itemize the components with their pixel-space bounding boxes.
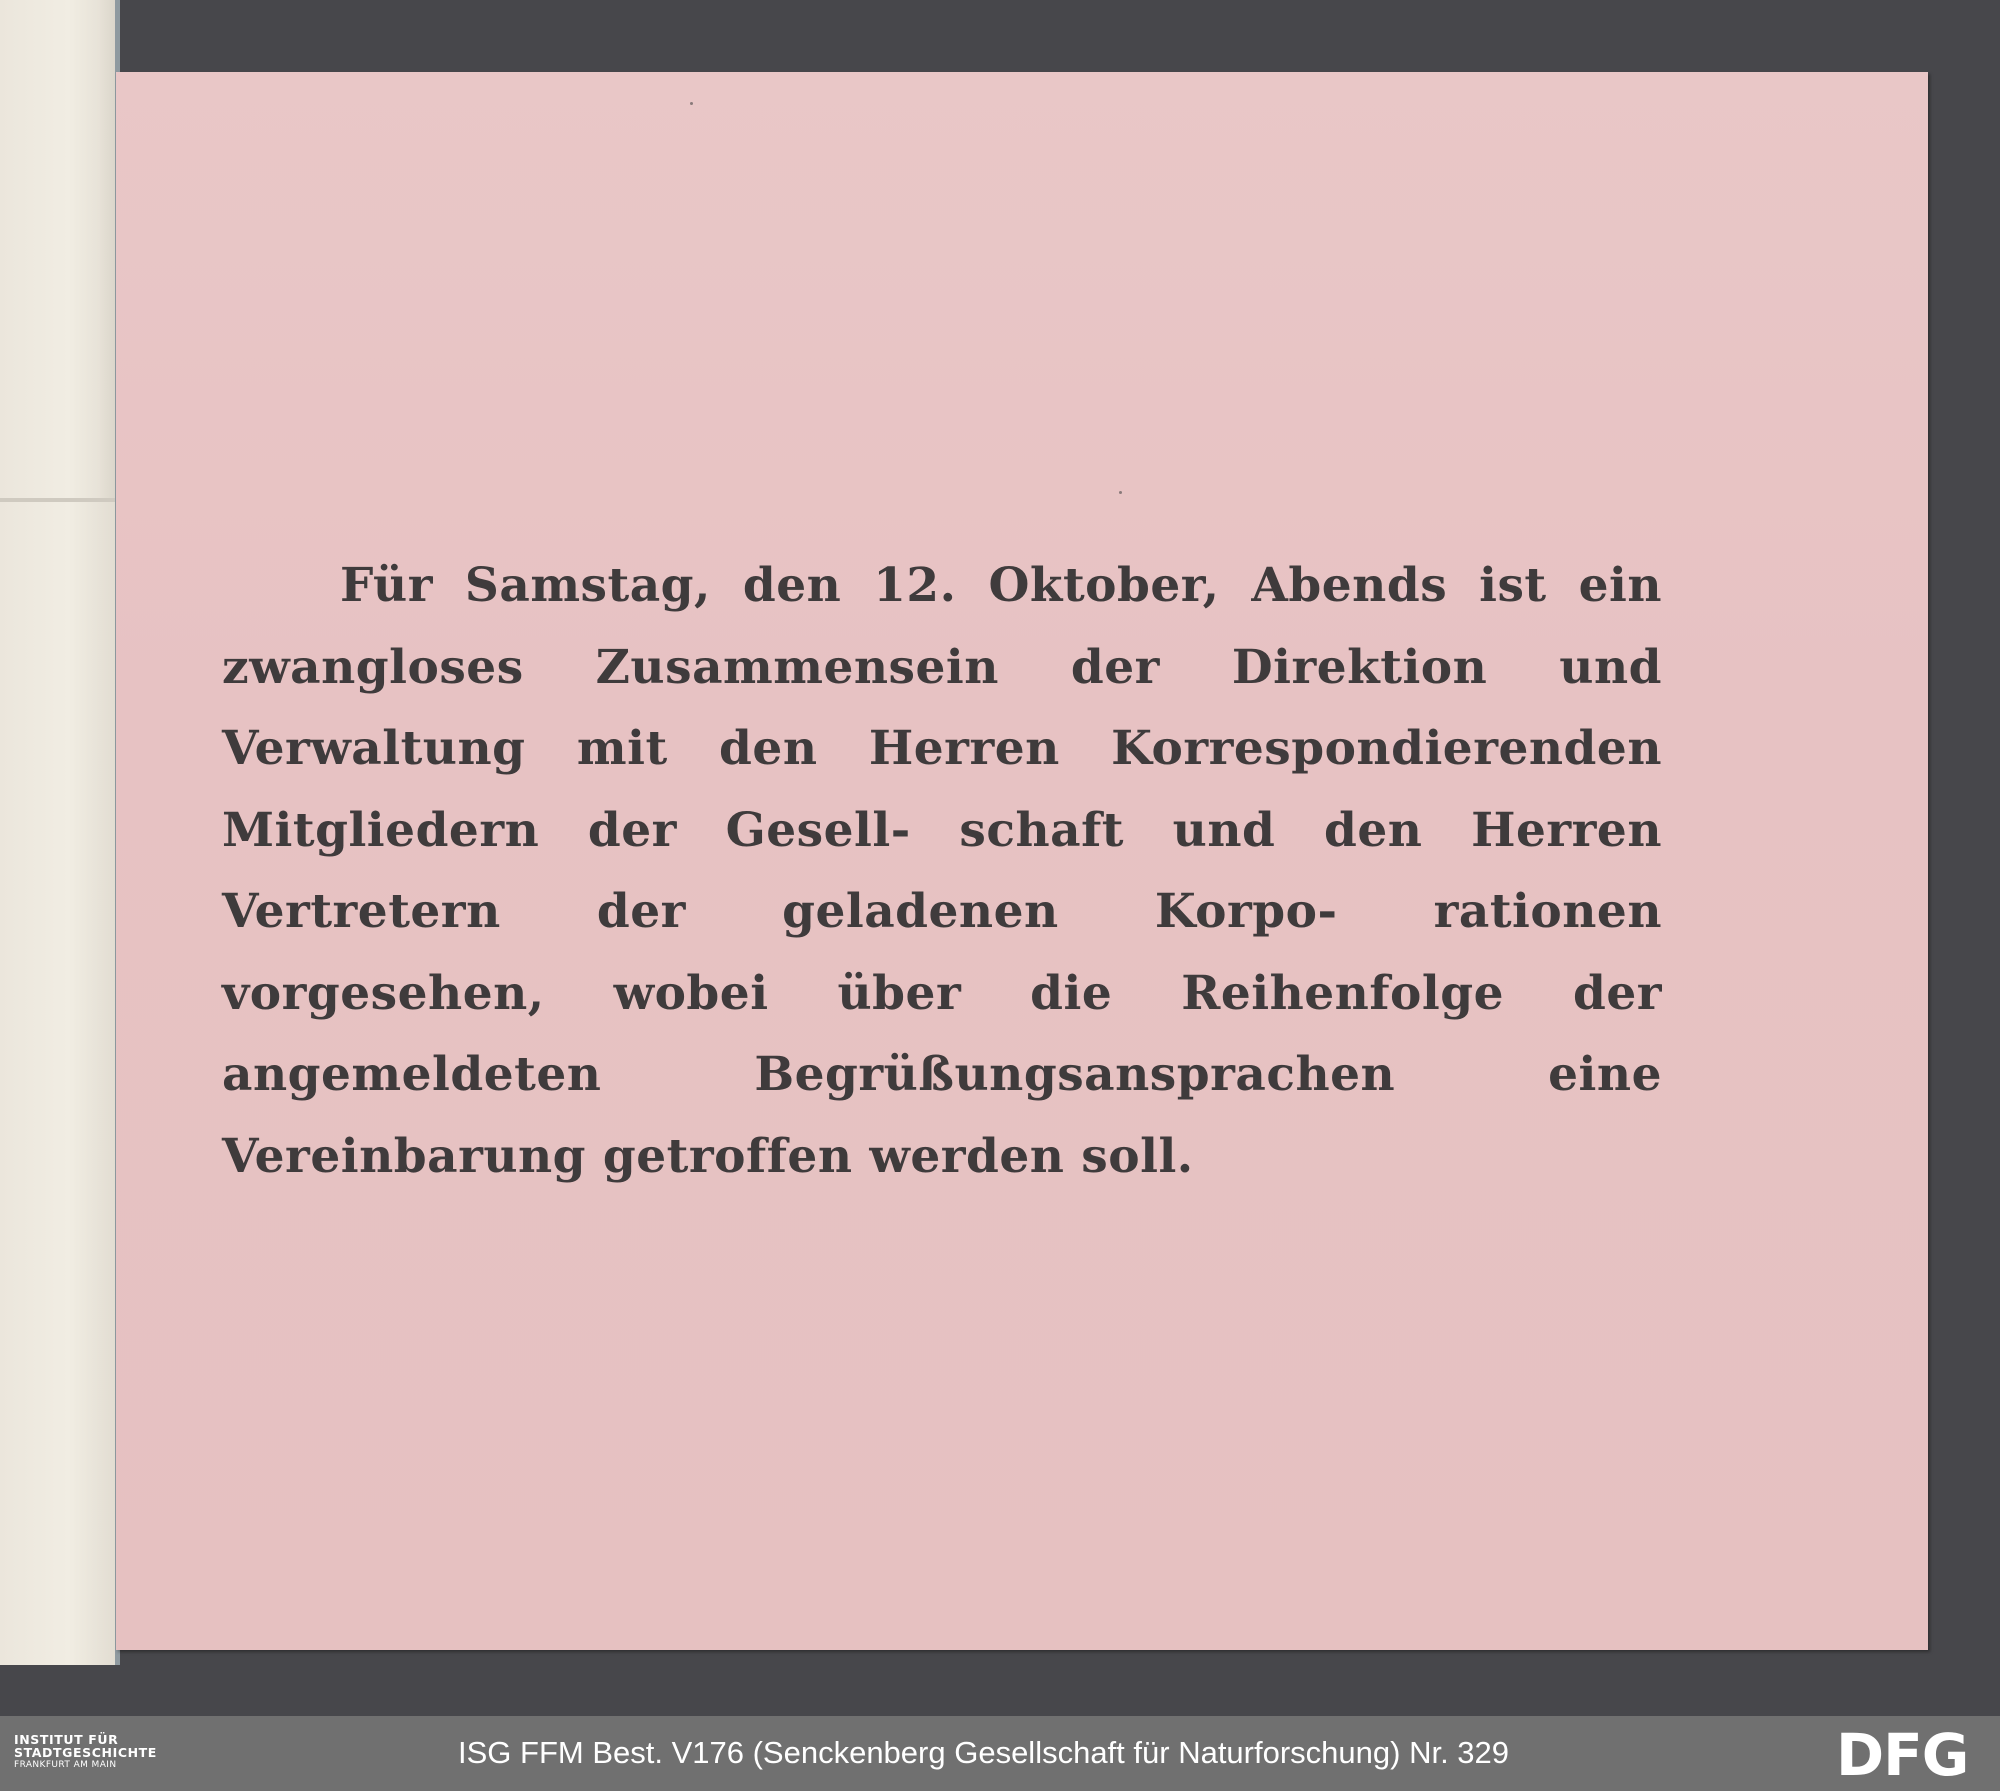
paper-speck — [1119, 491, 1122, 494]
archive-caption: ISG FFM Best. V176 (Senckenberg Gesellschaft für Naturforschung) Nr. 329 — [458, 1735, 1510, 1770]
underlying-page — [0, 0, 115, 1665]
dfg-logo: DFG — [1836, 1721, 1969, 1789]
institute-line-2: STADTGESCHICHTE — [14, 1745, 157, 1760]
institute-line-1: INSTITUT FÜR — [14, 1732, 119, 1747]
card-paragraph: Für Samstag, den 12. Oktober, Abends ist ein zwangloses Zusammensein der Direktion und Verwaltung mit den Herren Korrespondierenden Mitgliedern der Gesell- schaft und den Herren Vertretern der geladenen Korpo- rationen vorgesehen, wobei über die Reihenfolge der angemeldeten Begrüßungsansprachen eine Vereinbarung getroffen werden soll. — [222, 558, 1662, 1184]
institute-logo — [14, 1733, 174, 1772]
page-fold — [0, 498, 118, 502]
institute-line-3: FRANKFURT AM MAIN — [14, 1760, 117, 1770]
paper-speck — [690, 102, 693, 105]
